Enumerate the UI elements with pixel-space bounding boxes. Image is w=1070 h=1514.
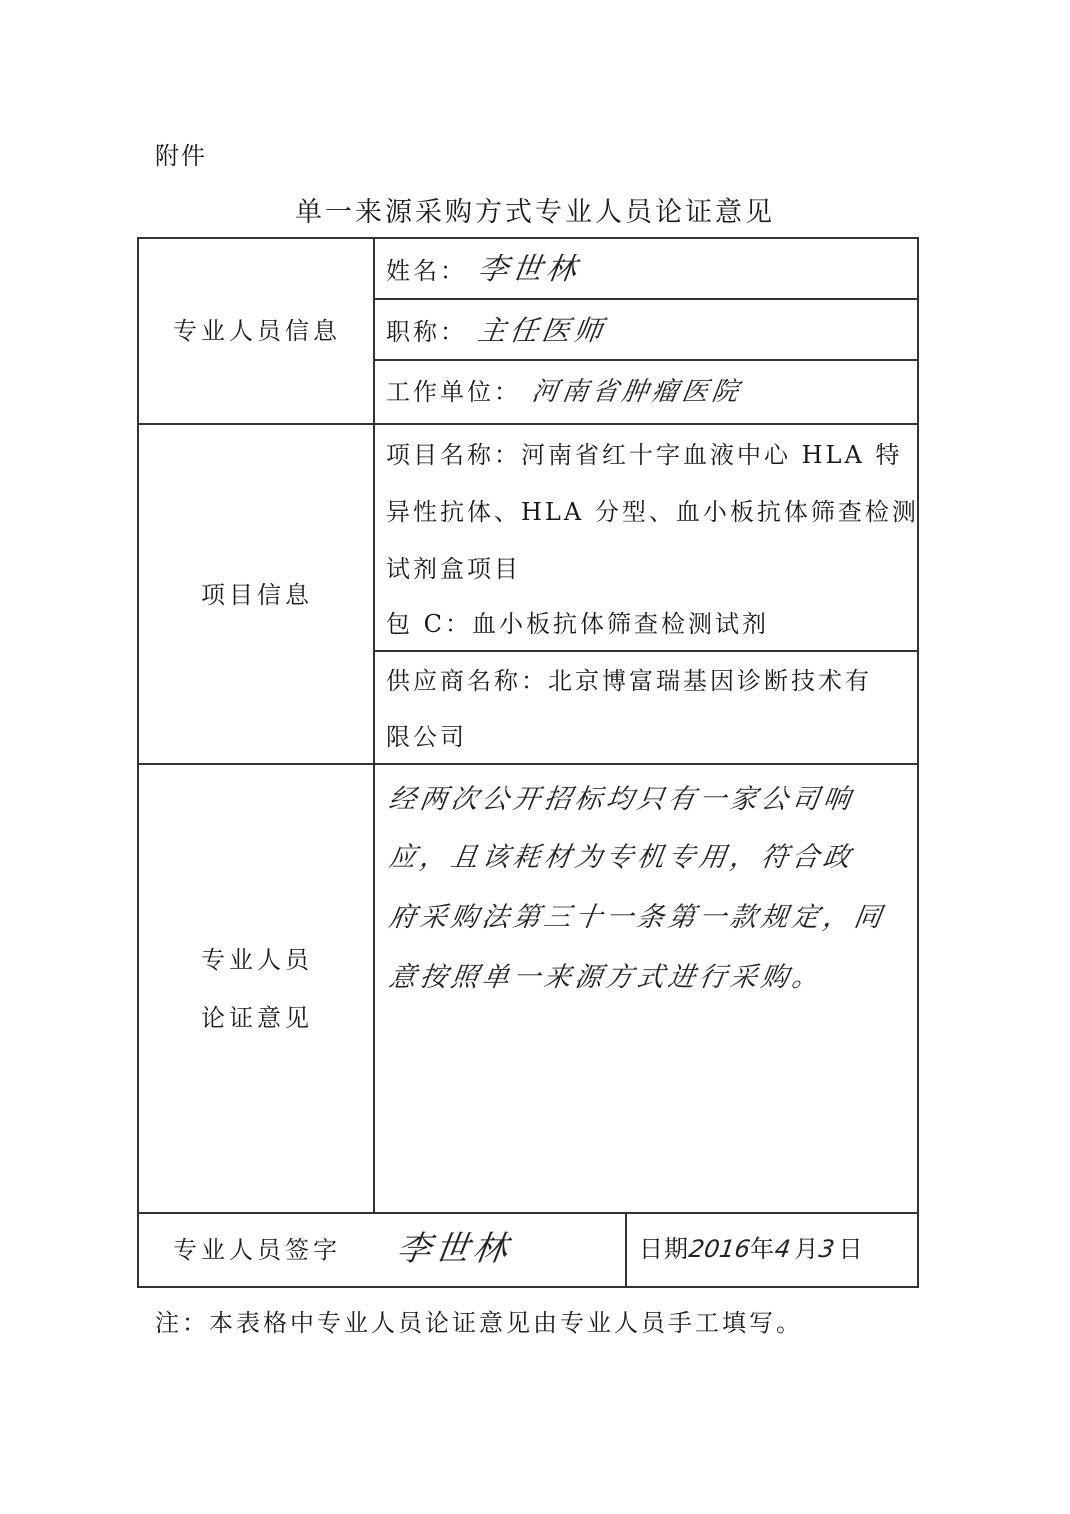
package-line: 包 C：血小板抗体筛查检测试剂 — [386, 610, 769, 638]
opinion-label-line1: 专业人员 — [201, 946, 313, 974]
signature-handwritten: 李世林 — [394, 1229, 514, 1269]
supplier-line: 限公司 — [386, 723, 467, 751]
date-month-handwritten: 4 — [773, 1235, 797, 1263]
document-title: 单一来源采购方式专业人员论证意见 — [295, 197, 775, 228]
argumentation-form-table — [137, 237, 919, 1288]
date-field — [639, 1221, 864, 1277]
opinion-handwritten-line: 经两次公开招标均只有一家公司响 — [386, 784, 857, 815]
opinion-handwritten-line: 应，且该耗材为专机专用，符合政 — [386, 842, 857, 873]
title-field — [386, 303, 609, 360]
signature-label: 专业人员签字 — [173, 1236, 341, 1264]
footnote: 注：本表格中专业人员论证意见由专业人员手工填写。 — [155, 1309, 803, 1337]
opinion-handwritten-line: 意按照单一来源方式进行采购。 — [386, 962, 826, 993]
section-divider — [139, 423, 919, 425]
column-divider — [373, 239, 375, 1212]
opinion-label-line2: 论证意见 — [201, 1004, 313, 1032]
supplier-line: 供应商名称：北京博富瑞基因诊断技术有 — [386, 667, 872, 695]
unit-value-handwritten: 河南省肿瘤医院 — [529, 377, 744, 407]
project-name-line: 试剂盒项目 — [386, 555, 521, 583]
section-divider — [139, 763, 919, 765]
title-label: 职称： — [386, 318, 467, 346]
unit-field — [386, 364, 742, 420]
attachment-label: 附件 — [155, 142, 207, 170]
date-month-suffix: 月 — [794, 1235, 820, 1263]
date-day-handwritten: 3 — [817, 1235, 841, 1263]
date-year-handwritten: 2016 — [687, 1235, 753, 1263]
expert-info-label: 专业人员信息 — [173, 317, 341, 345]
project-name-line: 异性抗体、HLA 分型、血小板抗体筛查检测 — [386, 498, 919, 526]
name-field — [386, 242, 583, 299]
project-name-line: 项目名称：河南省红十字血液中心 HLA 特 — [386, 441, 903, 469]
title-value-handwritten: 主任医师 — [475, 314, 609, 347]
date-day-suffix: 日 — [838, 1235, 864, 1263]
date-year-suffix: 年 — [750, 1235, 776, 1263]
date-column-divider — [625, 1212, 627, 1288]
section-divider — [139, 1212, 919, 1214]
project-info-label: 项目信息 — [201, 581, 313, 609]
unit-label: 工作单位： — [386, 378, 521, 406]
name-label: 姓名： — [386, 257, 467, 285]
opinion-handwritten-line: 府采购法第三十一条第一款规定，同 — [386, 902, 888, 933]
name-value-handwritten: 李世林 — [475, 252, 583, 287]
signature-field — [394, 1221, 514, 1280]
date-label: 日期 — [639, 1235, 689, 1263]
